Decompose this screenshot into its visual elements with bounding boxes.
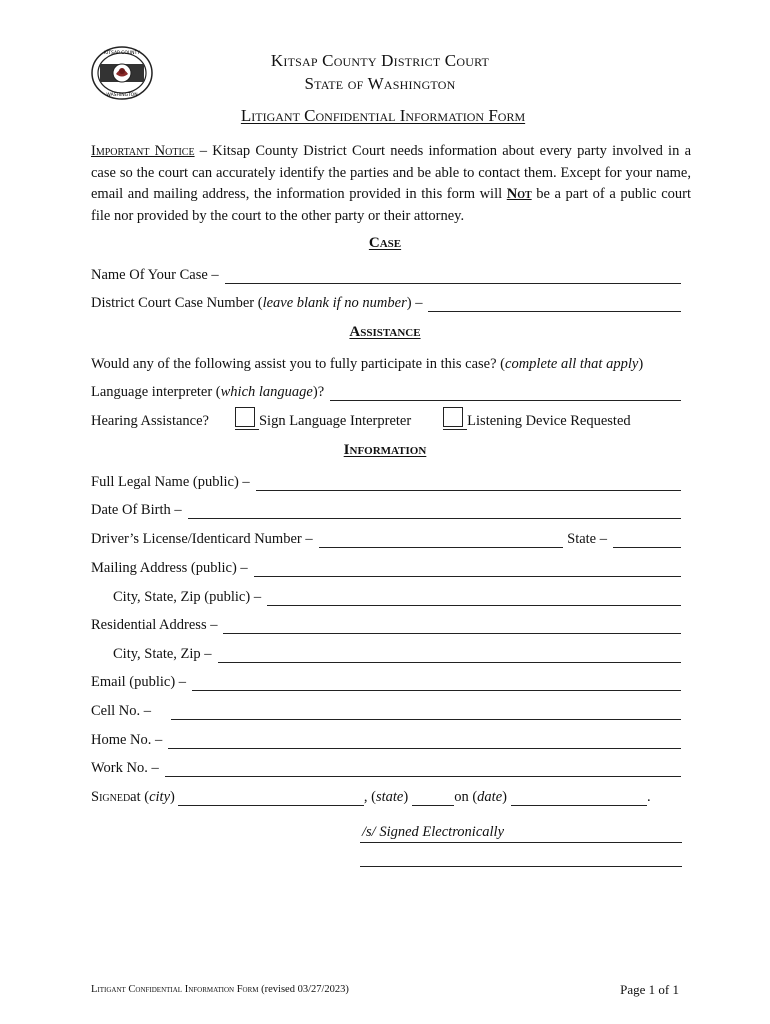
svg-text:KITSAP COUNTY: KITSAP COUNTY [103, 51, 141, 56]
dob-row: Date Of Birth – [91, 499, 681, 519]
residential-address-row: Residential Address – [91, 614, 681, 634]
cell-row: Cell No. – [91, 700, 681, 720]
home-row: Home No. – [91, 729, 681, 749]
full-name-field[interactable] [256, 476, 681, 491]
section-assistance-heading: Assistance [349, 324, 421, 340]
section-case-heading: Case [368, 235, 402, 251]
interpreter-language-field[interactable] [330, 386, 681, 401]
signature-line[interactable] [360, 842, 682, 843]
notice-label: Important Notice [91, 143, 195, 159]
signed-state-field[interactable] [412, 791, 454, 806]
electronic-signature: /s/ Signed Electronically [362, 824, 505, 840]
interpreter-row: Language interpreter ( which language )? [91, 381, 681, 401]
license-number-field[interactable] [319, 533, 564, 548]
work-field[interactable] [165, 762, 681, 777]
assistance-question: Would any of the following assist you to fully participate in this case? ( complete all that apply ) [91, 356, 644, 372]
sign-language-checkbox[interactable] [235, 407, 255, 427]
signed-date-field[interactable] [511, 791, 647, 806]
footer-form-name: Litigant Confidential Information Form (revised 03/27/2023) [91, 984, 349, 995]
case-number-row: District Court Case Number ( leave blank if no number ) – [91, 292, 681, 312]
work-row: Work No. – [91, 757, 681, 777]
full-name-row: Full Legal Name (public) – [91, 471, 681, 491]
page-number: Page 1 of 1 [620, 982, 679, 997]
listening-device-checkbox[interactable] [443, 407, 463, 427]
residential-city-row: City, State, Zip – [113, 643, 681, 663]
residential-city-field[interactable] [218, 648, 681, 663]
email-row: Email (public) – [91, 671, 681, 691]
form-title: Litigant Confidential Information Form [240, 106, 526, 125]
signed-row: Signed at ( city ) , ( state ) on ( date ) . [91, 789, 651, 805]
home-field[interactable] [168, 734, 681, 749]
not-emphasis: Not [506, 186, 532, 202]
residential-address-field[interactable] [223, 619, 681, 634]
mailing-city-row: City, State, Zip (public) – [113, 586, 681, 606]
case-name-field[interactable] [225, 269, 681, 284]
dob-field[interactable] [188, 504, 681, 519]
license-row: Driver’s License/Identicard Number – State – [91, 528, 681, 548]
svg-text:WASHINGTON: WASHINGTON [106, 93, 138, 98]
hearing-assistance-row: Hearing Assistance? Sign Language Interpreter Listening Device Requested [91, 410, 681, 430]
mailing-city-field[interactable] [267, 591, 681, 606]
section-information-heading: Information [343, 442, 427, 458]
court-name: Kitsap County District Court [270, 51, 490, 70]
mailing-address-field[interactable] [254, 562, 681, 577]
signed-city-field[interactable] [178, 791, 364, 806]
state-name: State of Washington [304, 74, 456, 93]
printed-name-line[interactable] [360, 866, 682, 867]
cell-field[interactable] [171, 705, 681, 720]
case-number-field[interactable] [428, 297, 681, 312]
email-field[interactable] [192, 676, 681, 691]
mailing-address-row: Mailing Address (public) – [91, 557, 681, 577]
case-name-row: Name Of Your Case – [91, 264, 681, 284]
important-notice: Important Notice – Kitsap County District Court needs information about every party involved in a case so the court can accurately identify the parties and be able to contact them. Except for your name, email and mailing address, the information provided in this form will Not be a part of a public court file nor provided by the court to the other party or their attorney. [91, 143, 692, 224]
license-state-field[interactable] [613, 533, 681, 548]
